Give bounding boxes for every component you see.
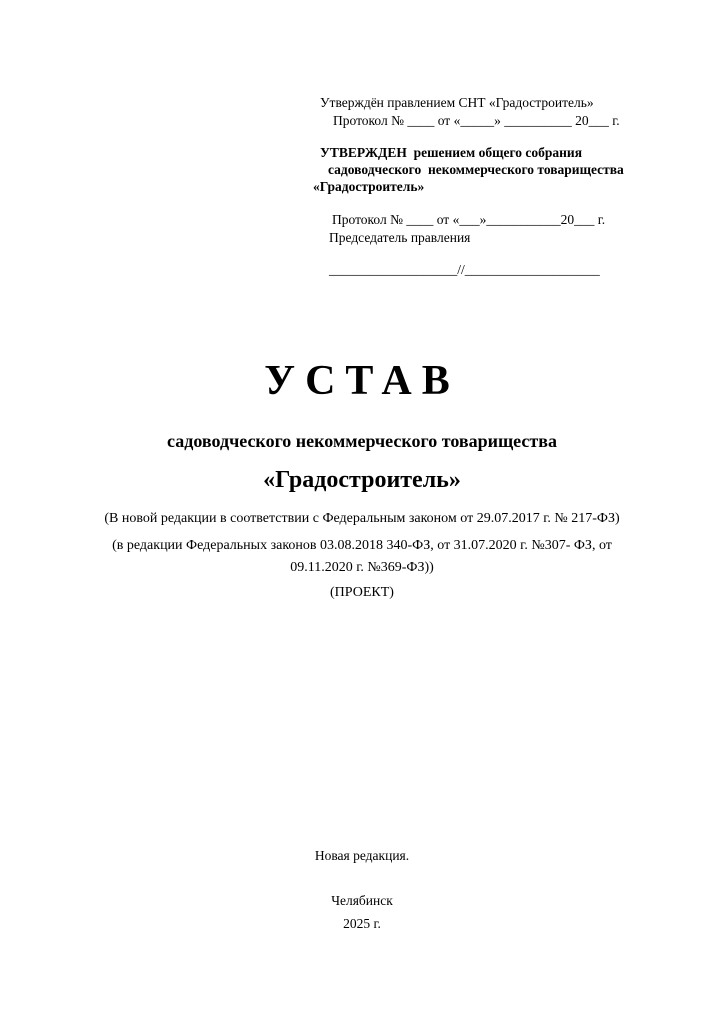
edition-note-line-2: (в редакции Федеральных законов 03.08.2018 340-ФЗ, от 31.07.2020 г. №307- ФЗ, от (112, 538, 612, 553)
approval-board-protocol-line: Протокол № ____ от «_____» __________ 20___ г. (333, 113, 620, 128)
organization-name: «Градостроитель» (263, 467, 461, 493)
approval-general-meeting-org-type: садоводческого некоммерческого товарищества (328, 162, 624, 177)
document-title: УСТАВ (264, 358, 460, 404)
city-label: Челябинск (331, 893, 393, 908)
edition-note-line-3: 09.11.2020 г. №369-ФЗ)) (290, 560, 434, 575)
approval-general-meeting-org-name: «Градостроитель» (313, 179, 425, 194)
approval-board-line: Утверждён правлением СНТ «Градостроитель» (320, 95, 594, 110)
new-edition-label: Новая редакция. (314, 848, 410, 863)
chairman-label: Председатель правления (329, 230, 471, 245)
year-label: 2025 г. (343, 916, 381, 931)
meeting-protocol-line: Протокол № ____ от «___»___________20___ г. (332, 212, 606, 227)
document-subtitle: садоводческого некоммерческого товарищества (167, 431, 557, 451)
signature-line: ___________________//____________________ (329, 262, 600, 277)
approval-general-meeting-line: УТВЕРЖДЕН решением общего собрания (320, 145, 583, 160)
project-label: (ПРОЕКТ) (330, 585, 394, 600)
edition-note-line-1: (В новой редакции в соответствии с Федеральным законом от 29.07.2017 г. № 217-ФЗ) (104, 511, 620, 526)
